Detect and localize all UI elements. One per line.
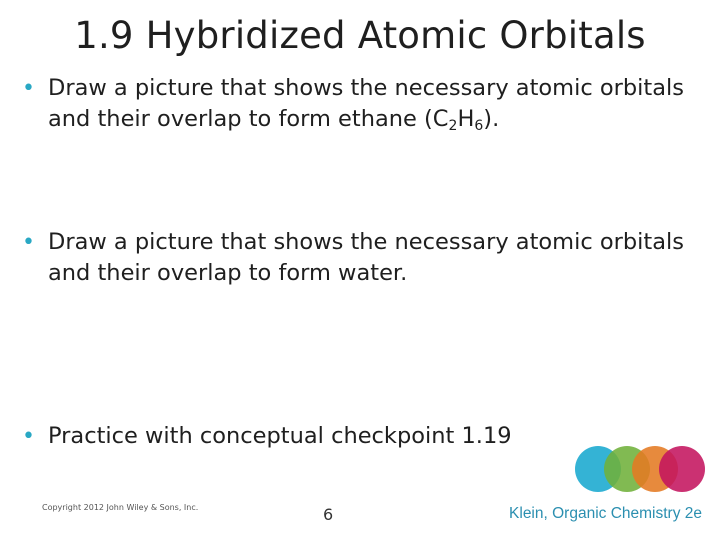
circle-magenta bbox=[659, 446, 705, 492]
bullet-ethane bbox=[22, 73, 702, 135]
book-reference: Klein, Organic Chemistry 2e bbox=[509, 505, 702, 522]
bullet-dot: • bbox=[22, 230, 35, 255]
bullet-text: Draw a picture that shows the necessary atomic orbitals and their overlap to form ethane $(C_2H_6)$. bbox=[48, 75, 685, 134]
bullet-text: Draw a picture that shows the necessary atomic orbitals and their overlap to form water. bbox=[48, 229, 685, 286]
slide-title: 1.9 Hybridized Atomic Orbitals bbox=[74, 14, 646, 57]
page-number: 6 bbox=[323, 505, 334, 524]
bullet-dot: • bbox=[22, 424, 35, 449]
copyright-notice: Copyright 2012 John Wiley & Sons, Inc. bbox=[42, 503, 199, 512]
bullet-text: Practice with conceptual checkpoint 1.19 bbox=[48, 423, 512, 449]
decorative-circles bbox=[575, 446, 707, 492]
bullet-water bbox=[22, 227, 702, 289]
bullet-dot: • bbox=[22, 76, 35, 101]
